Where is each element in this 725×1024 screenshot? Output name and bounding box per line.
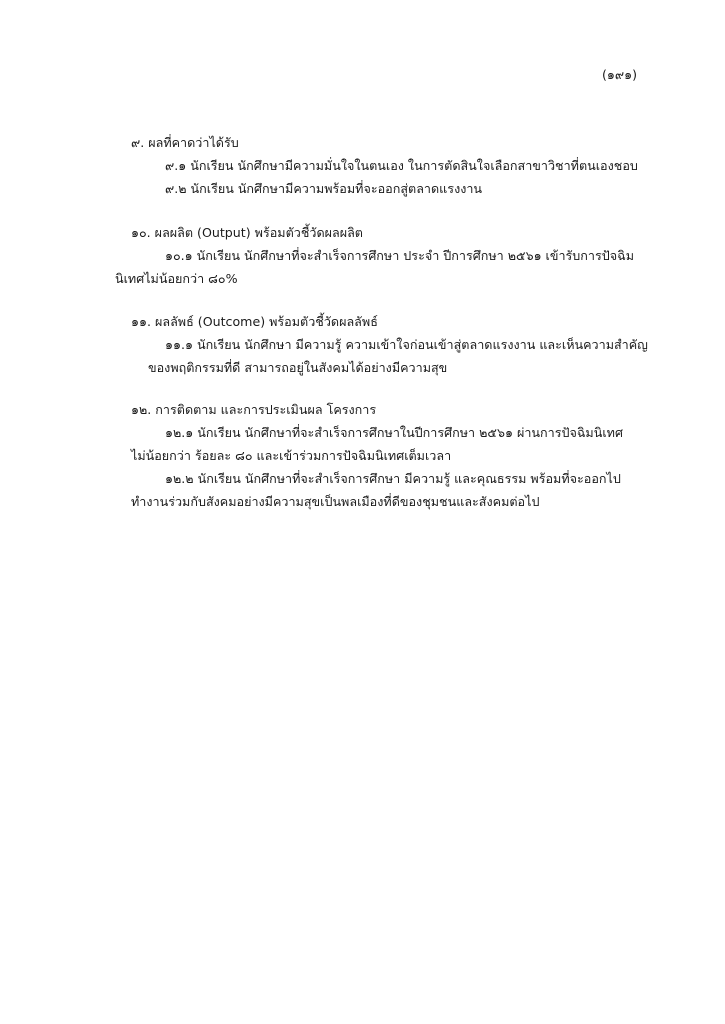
section-12-item-1: ๑๒.๑ นักเรียน นักศึกษาที่จะสำเร็จการศึกษาในปีการศึกษา ๒๕๖๑ ผ่านการปัจฉิมนิเทศ (165, 425, 623, 440)
section-9-item-2: ๙.๒ นักเรียน นักศึกษามีความพร้อมที่จะออกสู่ตลาดแรงงาน (165, 181, 483, 196)
section-12-item-1-cont: ไม่น้อยกว่า ร้อยละ ๘๐ และเข้าร่วมการปัจฉิมนิเทศเต็มเวลา (131, 448, 452, 463)
section-12-heading: ๑๒. การติดตาม และการประเมินผล โครงการ (131, 402, 377, 417)
section-10-heading: ๑๐. ผลผลิต (Output) พร้อมตัวชี้วัดผลผลิต (131, 225, 363, 240)
section-12-item-2-cont: ทำงานร่วมกับสังคมอย่างมีความสุขเป็นพลเมืองที่ดีของชุมชนและสังคมต่อไป (131, 494, 540, 509)
section-9-heading: ๙. ผลที่คาดว่าได้รับ (131, 135, 239, 150)
page-number: (๑๙๑) (601, 67, 637, 82)
section-12-item-2: ๑๒.๒ นักเรียน นักศึกษาที่จะสำเร็จการศึกษา มีความรู้ และคุณธรรม พร้อมที่จะออกไป (165, 471, 621, 486)
section-10-item-1: ๑๐.๑ นักเรียน นักศึกษาที่จะสำเร็จการศึกษา ประจำ ปีการศึกษา ๒๕๖๑ เข้ารับการปัจฉิม (165, 248, 635, 263)
section-11-item-1: ๑๑.๑ นักเรียน นักศึกษา มีความรู้ ความเข้าใจก่อนเข้าสู่ตลาดแรงงาน และเห็นความสำคัญ (165, 337, 648, 352)
section-9-item-1: ๙.๑ นักเรียน นักศึกษามีความมั่นใจในตนเอง ในการตัดสินใจเลือกสาขาวิชาที่ตนเองชอบ (165, 158, 638, 173)
section-11-item-1-cont: ของพฤติกรรมที่ดี สามารถอยู่ในสังคมได้อย่างมีความสุข (148, 360, 448, 375)
section-10-item-1-cont: นิเทศไม่น้อยกว่า ๘๐% (115, 271, 238, 286)
section-11-heading: ๑๑. ผลลัพธ์ (Outcome) พร้อมตัวชี้วัดผลลัพธ์ (131, 314, 378, 329)
